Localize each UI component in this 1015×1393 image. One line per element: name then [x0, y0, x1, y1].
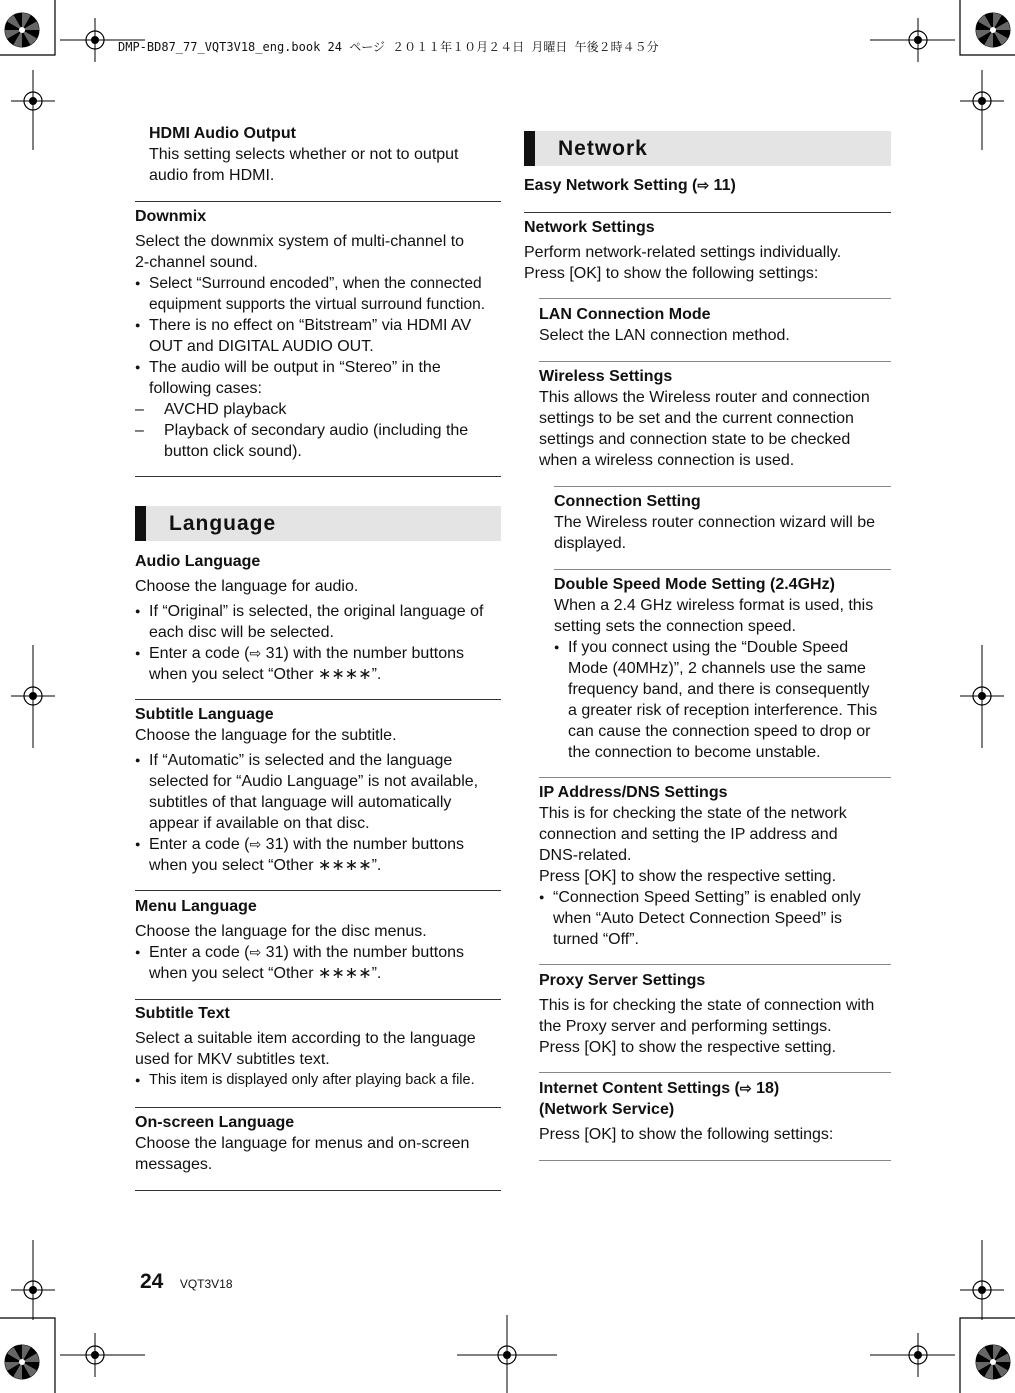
item-text: messages. — [135, 1156, 213, 1173]
item-title: Subtitle Language — [135, 706, 274, 723]
bullet: ● The audio will be output in “Stereo” in the following cases: — [135, 357, 505, 399]
item-text: This setting selects whether or not to output — [149, 146, 459, 163]
item-text: audio from HDMI. — [149, 167, 275, 184]
item-title: Downmix — [135, 208, 207, 225]
item-text: 2-channel sound. — [135, 254, 258, 271]
divider — [539, 964, 891, 965]
item-text: settings and connection state to be checked — [539, 431, 851, 448]
item-text: setting sets the connection speed. — [554, 618, 796, 635]
item-text: The Wireless router connection wizard will be — [554, 514, 876, 531]
doc-code: VQT3V18 — [179, 1277, 233, 1291]
item-text: settings to be set and the current connection — [539, 410, 854, 427]
bullet: ● There is no effect on “Bitstream” via HDMI AV OUT and DIGITAL AUDIO OUT. — [135, 315, 505, 357]
item-text: Select a suitable item according to the language — [135, 1030, 476, 1047]
ip-address-dns-settings — [539, 782, 891, 950]
item-text: Select the downmix system of multi-channel to — [135, 233, 465, 250]
divider — [539, 1072, 891, 1073]
page-number: 24 — [140, 1270, 164, 1293]
bullet: ● Enter a code (⇨ 31) with the number buttons when you select “Other ∗∗∗∗”. — [135, 942, 501, 984]
item-title: Double Speed Mode Setting (2.4GHz) — [554, 576, 835, 593]
item-text: Press [OK] to show the following settings: — [539, 1126, 834, 1143]
item-text: Select the LAN connection method. — [539, 327, 790, 344]
divider — [135, 1107, 501, 1108]
item-title: Audio Language — [135, 553, 261, 570]
item-title: Connection Setting — [554, 493, 701, 510]
double-speed-mode-setting — [554, 574, 894, 763]
divider — [135, 201, 501, 202]
item-subtitle: (Network Service) — [539, 1101, 675, 1118]
item-text: Choose the language for menus and on-screen — [135, 1135, 470, 1152]
item-text: displayed. — [554, 535, 627, 552]
item-title: Wireless Settings — [539, 368, 673, 385]
bullet: ● If “Original” is selected, the original language of each disc will be selected. — [135, 601, 501, 643]
item-text: Choose the language for audio. — [135, 578, 359, 595]
divider — [554, 486, 891, 487]
section-bar — [524, 131, 535, 166]
bullet: ● “Connection Speed Setting” is enabled only when “Auto Detect Connection Speed” is turned “Off”. — [539, 887, 891, 950]
language-section-header — [135, 506, 501, 541]
proxy-server-settings — [539, 970, 894, 1058]
item-title: On-screen Language — [135, 1114, 295, 1131]
lan-connection-mode — [539, 304, 891, 346]
dash-item: – Playback of secondary audio (including the button click sound). — [135, 422, 469, 460]
audio-language — [135, 551, 501, 685]
arrow-icon: ⇨ — [739, 1080, 752, 1096]
divider — [539, 777, 891, 778]
item-text: When a 2.4 GHz wireless format is used, this — [554, 597, 874, 614]
item-title: Menu Language — [135, 898, 257, 915]
item-text: Choose the language for the subtitle. — [135, 727, 397, 744]
bullet: ● If you connect using the “Double Speed Mode (40MHz)”, 2 channels use the same frequency band, and there is consequently a greater risk of reception interference. This can cause the connection speed to drop or the connection to become unstable. — [554, 637, 894, 763]
item-title: IP Address/DNS Settings — [539, 784, 728, 801]
page-footer — [140, 1270, 233, 1294]
section-bar — [135, 506, 146, 541]
subtitle-text — [135, 1003, 505, 1091]
item-text: This is for checking the state of the network — [539, 805, 847, 822]
item-title: Subtitle Text — [135, 1005, 230, 1022]
item-title: HDMI Audio Output — [149, 125, 296, 142]
item-title: Internet Content Settings (⇨ 18) — [539, 1080, 780, 1097]
bullet: ● If “Automatic” is selected and the language selected for “Audio Language” is not available, subtitles of that language will automatically appear if available on that disc. — [135, 750, 501, 834]
onscreen-language — [135, 1112, 501, 1175]
arrow-icon: ⇨ — [697, 177, 710, 193]
print-header: DMP-BD87_77_VQT3V18_eng.book 24 ページ ２０１１年１０月２４日 月曜日 午後２時４５分 — [118, 40, 659, 54]
menu-language — [135, 896, 501, 984]
wireless-settings — [539, 366, 891, 471]
bullet: ● Select “Surround encoded”, when the connected equipment supports the virtual surround function. — [135, 273, 505, 315]
divider — [135, 476, 501, 477]
downmix — [135, 206, 505, 462]
subtitle-language — [135, 704, 501, 876]
item-text: connection and setting the IP address and — [539, 826, 838, 843]
item-text: This allows the Wireless router and connection — [539, 389, 870, 406]
item-title: LAN Connection Mode — [539, 306, 711, 323]
item-text: Press [OK] to show the following settings: — [524, 265, 819, 282]
divider — [135, 1190, 501, 1191]
divider — [539, 298, 891, 299]
divider — [135, 999, 501, 1000]
item-text: used for MKV subtitles text. — [135, 1051, 330, 1068]
item-text: the Proxy server and performing settings. — [539, 1018, 832, 1035]
item-text: This is for checking the state of connection with — [539, 997, 875, 1014]
arrow-icon: ⇨ — [249, 944, 262, 960]
bullet: ● Enter a code (⇨ 31) with the number buttons when you select “Other ∗∗∗∗”. — [135, 834, 501, 876]
item-text: DNS-related. — [539, 847, 632, 864]
divider — [539, 1160, 891, 1161]
divider — [135, 890, 501, 891]
divider — [135, 699, 501, 700]
item-title: Network Settings — [524, 219, 655, 236]
item-text: Perform network-related settings individually. — [524, 244, 842, 261]
connection-setting — [554, 491, 894, 554]
divider — [554, 569, 891, 570]
bullet: ● This item is displayed only after playing back a file. — [135, 1070, 505, 1091]
item-text: Press [OK] to show the respective setting. — [539, 868, 837, 885]
section-title: Network — [558, 137, 648, 160]
item-text: Choose the language for the disc menus. — [135, 923, 427, 940]
divider — [539, 361, 891, 362]
divider — [524, 212, 891, 213]
item-text: Press [OK] to show the respective setting. — [539, 1039, 837, 1056]
item-title: Proxy Server Settings — [539, 972, 706, 989]
easy-network-setting: Easy Network Setting (⇨ 11) — [524, 177, 736, 194]
section-title: Language — [169, 512, 277, 535]
internet-content-settings — [539, 1078, 891, 1145]
network-section-header — [524, 131, 891, 166]
hdmi-audio-output — [149, 123, 501, 186]
arrow-icon: ⇨ — [249, 836, 262, 852]
item-text: when a wireless connection is used. — [539, 452, 795, 469]
dash-item: – AVCHD playback — [135, 401, 287, 418]
bullet: ● Enter a code (⇨ 31) with the number buttons when you select “Other ∗∗∗∗”. — [135, 643, 501, 685]
network-settings — [524, 217, 891, 284]
arrow-icon: ⇨ — [249, 645, 262, 661]
